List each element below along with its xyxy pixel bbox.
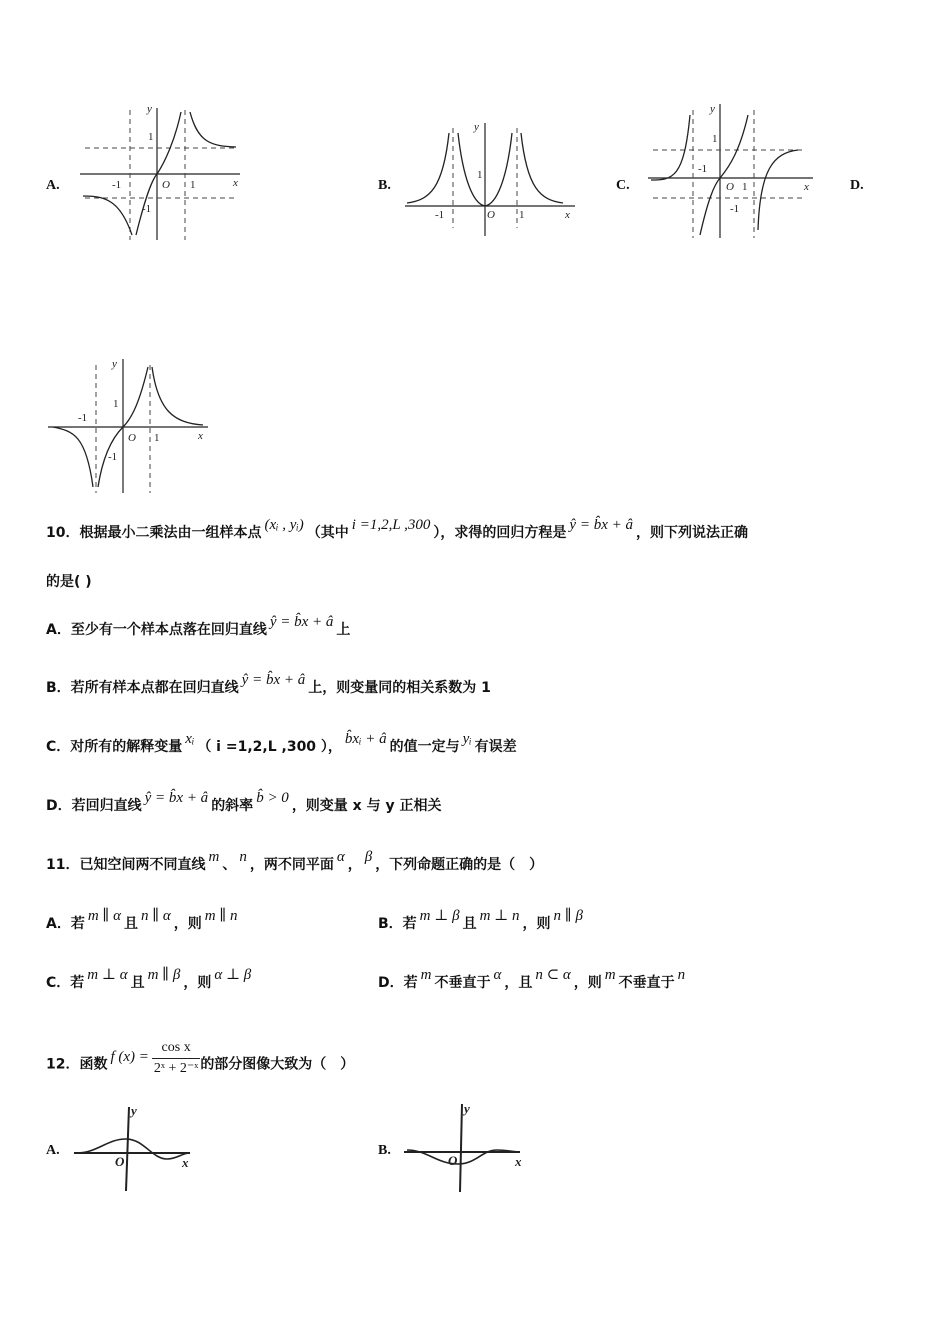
tick-label: 1 (154, 432, 160, 444)
stem-text: （其中 (306, 525, 349, 541)
q12-stem (46, 1040, 355, 1085)
math-expression: b̂xᵢ + â (344, 731, 387, 747)
math-index: i =1,2,L ,300 (351, 517, 431, 533)
tick-label: -1 (435, 209, 445, 221)
option-text: 若 (403, 975, 418, 991)
q10-option-c[interactable] (46, 731, 517, 757)
q10-option-a[interactable] (46, 614, 351, 640)
stem-text: 函数 (79, 1056, 108, 1073)
tick-label: -1 (730, 203, 740, 215)
axis-y-label: y (112, 358, 117, 370)
q9-graph-a (80, 100, 250, 245)
math-inequality: b̂ > 0 (256, 790, 289, 806)
q9-option-d-label[interactable]: D. (850, 178, 864, 193)
math-equation: ŷ = b̂x + â (269, 614, 334, 630)
axis-x-label: x (565, 209, 570, 221)
math-var: xᵢ (185, 731, 195, 747)
option-label: B． (46, 680, 71, 696)
math-var: yᵢ (462, 731, 472, 747)
math-expression: m ∥ α (87, 908, 121, 924)
axis-y-label: y (710, 103, 715, 115)
stem-text: 的部分图像大致为（ ） (200, 1056, 355, 1073)
q11-option-c[interactable] (46, 967, 254, 993)
axis-x-label: x (198, 430, 203, 442)
math-var: β (364, 849, 373, 865)
math-var: m (208, 849, 220, 865)
tick-label: -1 (698, 163, 708, 175)
option-text: 不垂直于 (434, 975, 491, 991)
origin-label: O (726, 181, 734, 193)
option-text: 的斜率 (211, 798, 254, 814)
stem-text: ， (347, 857, 362, 873)
axis-y-label: y (464, 1101, 470, 1116)
tick-label: 1 (148, 131, 154, 143)
math-point: (xᵢ , yᵢ) (264, 517, 304, 533)
math-function: f (x) = (110, 1048, 149, 1065)
stem-text: ，下列命题正确的是（ ） (375, 857, 544, 873)
option-text: 且 (462, 916, 477, 932)
math-expression: n ⊂ α (535, 967, 571, 983)
stem-text: 根据最小二乘法由一组样本点 (79, 525, 262, 541)
math-fraction (152, 1038, 200, 1079)
q12-graph-a (72, 1103, 202, 1193)
tick-label: -1 (112, 179, 122, 191)
math-index: （ i =1,2,L ,300 ）， (197, 739, 342, 755)
q12-option-a-label[interactable]: A. (46, 1143, 60, 1158)
option-text: ，则 (522, 916, 551, 932)
option-text: ，且 (504, 975, 533, 991)
q11-option-b[interactable] (378, 908, 586, 934)
option-text: ，则变量 x 与 y 正相关 (291, 798, 442, 814)
math-equation: ŷ = b̂x + â (144, 790, 209, 806)
q10-stem (46, 517, 748, 543)
axis-x-label: x (182, 1155, 189, 1170)
option-text: 上 (336, 622, 351, 638)
tick-label: 1 (190, 179, 196, 191)
option-text: 且 (123, 916, 138, 932)
option-text: 对所有的解释变量 (70, 739, 183, 755)
math-expression: m ∥ n (204, 908, 238, 924)
math-expression: n ∥ α (140, 908, 171, 924)
axis-x-label: x (515, 1154, 522, 1169)
option-text: 若 (402, 916, 417, 932)
axis-x-label: x (233, 177, 238, 189)
q9-graph-c (648, 100, 818, 240)
stem-text: 、 (222, 857, 237, 873)
tick-label: 1 (113, 398, 119, 410)
q9-option-c-label[interactable]: C. (616, 178, 630, 193)
option-text: 的值一定与 (389, 739, 460, 755)
fraction-numerator: cos x (152, 1038, 200, 1059)
tick-label: 1 (742, 181, 748, 193)
origin-label: O (448, 1153, 458, 1168)
math-var: α (336, 849, 345, 865)
math-var: m (420, 967, 432, 983)
axis-y-label: y (474, 121, 479, 133)
math-equation: ŷ = b̂x + â (241, 672, 306, 688)
origin-label: O (115, 1154, 125, 1169)
q9-graph-b (405, 118, 585, 238)
stem-text: 已知空间两不同直线 (79, 857, 206, 873)
tick-label: 1 (519, 209, 525, 221)
question-number: 10． (46, 525, 80, 541)
tick-label: -1 (142, 203, 152, 215)
tick-label: -1 (78, 412, 88, 424)
option-text: 若回归直线 (71, 798, 142, 814)
math-expression: α ⊥ β (214, 967, 252, 983)
q9-graph-d (48, 355, 218, 495)
stem-text: ），求得的回归方程是 (433, 525, 567, 541)
origin-label: O (162, 179, 170, 191)
math-expression: m ∥ β (147, 967, 181, 983)
option-text: ，则 (573, 975, 602, 991)
fraction-denominator: 2ˣ + 2⁻ˣ (153, 1061, 199, 1076)
q10-option-b[interactable] (46, 672, 491, 698)
tick-label: 1 (712, 133, 718, 145)
q11-option-d[interactable] (378, 967, 688, 993)
option-text: 若所有样本点都在回归直线 (70, 680, 239, 696)
option-label: B． (378, 916, 403, 932)
axis-y-label: y (131, 1103, 137, 1118)
stem-text: ，两不同平面 (249, 857, 334, 873)
q11-stem (46, 849, 544, 875)
math-var: n (677, 967, 686, 983)
math-expression: n ∥ β (553, 908, 583, 924)
q10-stem-cont: 的是( ) (46, 574, 92, 590)
option-label: C． (46, 975, 71, 991)
option-text: 不垂直于 (618, 975, 675, 991)
question-number: 12． (46, 1056, 80, 1073)
math-expression: m ⊥ α (87, 967, 128, 983)
axis-x-label: x (804, 181, 809, 193)
option-text: 至少有一个样本点落在回归直线 (70, 622, 267, 638)
math-var: α (493, 967, 502, 983)
axis-y-label: y (147, 103, 152, 115)
option-text: ，则 (183, 975, 212, 991)
tick-label: -1 (108, 451, 118, 463)
math-equation: ŷ = b̂x + â (569, 517, 633, 533)
origin-label: O (128, 432, 136, 444)
option-text: 且 (130, 975, 145, 991)
math-expression: m ⊥ n (479, 908, 520, 924)
tick-label: 1 (477, 169, 483, 181)
option-label: A． (46, 916, 71, 932)
q12-option-b-label[interactable]: B. (378, 1143, 391, 1158)
math-expression: m ⊥ β (419, 908, 460, 924)
option-label: A． (46, 622, 71, 638)
origin-label: O (487, 209, 495, 221)
q9-option-b-label[interactable]: B. (378, 178, 391, 193)
option-text: ，则 (173, 916, 202, 932)
option-text: 若 (70, 916, 85, 932)
option-text: 若 (70, 975, 85, 991)
math-var: m (604, 967, 616, 983)
q9-option-a-label[interactable]: A. (46, 178, 60, 193)
question-number: 11． (46, 857, 80, 873)
q12-graph-b (402, 1100, 532, 1195)
q10-option-d[interactable] (46, 790, 442, 816)
option-label: D． (46, 798, 72, 814)
option-label: D． (378, 975, 404, 991)
stem-text: ，则下列说法正确 (635, 525, 748, 541)
q11-option-a[interactable] (46, 908, 241, 934)
option-text: 有误差 (474, 739, 517, 755)
option-text: 上，则变量同的相关系数为 1 (308, 680, 491, 696)
math-var: n (239, 849, 247, 865)
option-label: C． (46, 739, 71, 755)
